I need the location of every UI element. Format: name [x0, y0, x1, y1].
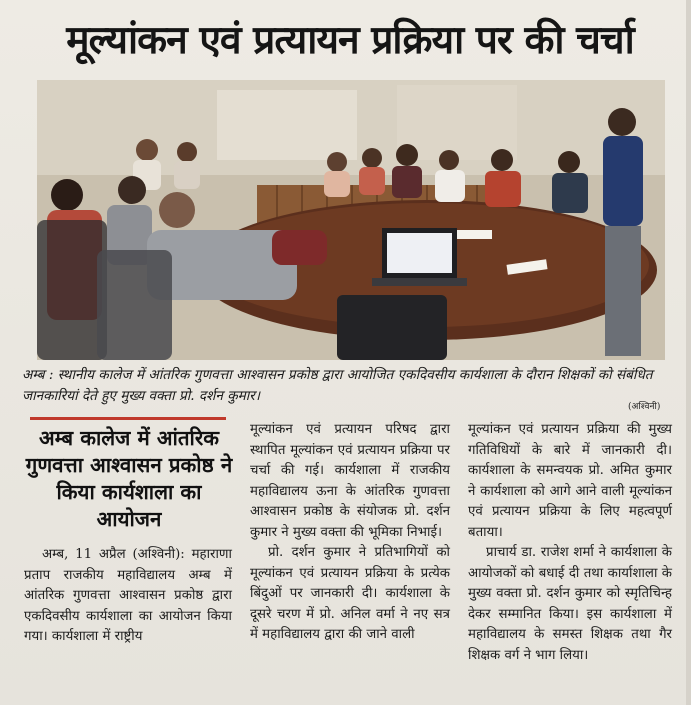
headline: मूल्यांकन एवं प्रत्यायन प्रक्रिया पर की चर्चा	[66, 18, 634, 63]
article-column-1	[24, 545, 232, 648]
article-column-2	[250, 420, 450, 646]
paragraph: प्राचार्य डा. राजेश शर्मा ने कार्यशाला के आयोजकों को बधाई दी तथा कार्याशाला के मुख्य वक्ता प्रो. दर्शन कुमार को स्मृतिचिन्ह देकर सम्मानित किया। इस कार्यशाला में महाविद्यालय के समस्त शिक्षक तथा गैर शिक्षक वर्ग ने भाग लिया।	[468, 545, 672, 663]
sub-headline: अम्ब कालेज में आंतरिक गुणवत्ता आश्वासन प्रकोष्ठ ने किया कार्यशाला का आयोजन	[25, 426, 233, 531]
article-column-3	[468, 420, 672, 666]
paragraph: अम्ब, 11 अप्रैल (अश्विनी): महाराणा प्रताप राजकीय महाविद्यालय अम्ब में आंतरिक गुणवत्ता आश्वासन प्रकोष्ठ द्वारा एकदिवसीय कार्यशाला का आयोजन किया गया। कार्यशाला में राष्ट्रीय	[24, 547, 232, 644]
paragraph: प्रो. दर्शन कुमार ने प्रतिभागियों को मूल्यांकन एवं प्रत्यायन प्रक्रिया के प्रत्येक बिंदुओं पर जानकारी दी। कार्यशाला के दूसरे चरण में प्रो. अनिल वर्मा ने नए सत्र में महाविद्यालय द्वारा की जाने वाली	[250, 545, 450, 642]
photo-credit: (अश्विनी)	[628, 402, 661, 412]
subhead-rule	[30, 417, 226, 420]
photo-illustration	[37, 80, 665, 360]
page-edge	[686, 0, 691, 705]
paragraph: मूल्यांकन एवं प्रत्यायन प्रक्रिया की मुख्य गतिविधियों के बारे में जानकारी दी। कार्यशाला के समन्वयक प्रो. अमित कुमार ने कार्यशाला को आगे आने वाली मूल्यांकन एवं प्रत्यायन प्रक्रिया के लिए महत्वपूर्ण बताया।	[468, 422, 672, 540]
paragraph: मूल्यांकन एवं प्रत्यायन परिषद द्वारा स्थापित मूल्यांकन एवं प्रत्यायन प्रक्रिया पर चर्चा की गई। कार्यशाला में राजकीय महाविद्यालय ऊना के आंतरिक गुणवत्ता आश्वासन प्रकोष्ठ के संयोजक प्रो. दर्शन कुमार ने मुख्य वक्ता की भूमिका निभाई।	[250, 422, 450, 540]
workshop-photo	[37, 80, 665, 360]
photo-caption: अम्ब : स्थानीय कालेज में आंतरिक गुणवत्ता आश्वासन प्रकोष्ठ द्वारा आयोजित एकदिवसीय कार्यशाला के दौरान शिक्षकों को संबंधित जानकारियां देते हुए मुख्य वक्ता प्रो. दर्शन कुमार।	[22, 367, 653, 404]
